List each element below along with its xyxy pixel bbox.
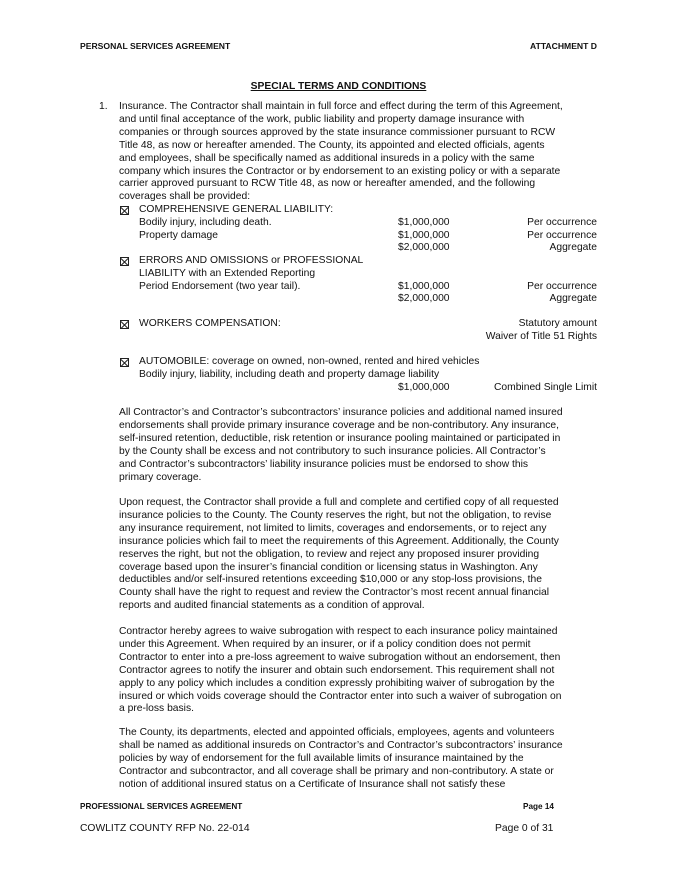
cgl-row2-label: Property damage	[139, 230, 218, 241]
text-line: a pre-loss basis.	[119, 703, 194, 715]
cgl-row1-label: Bodily injury, including death.	[139, 217, 272, 228]
paragraph-waiver-subrogation	[119, 626, 598, 716]
text-line: All Contractor’s and Contractor’s subcontractors’ insurance policies and additional named insured	[119, 407, 563, 418]
text-line: coverage based upon the insurer’s financial condition or licensing status in Washington. Any	[119, 561, 538, 573]
text-line: coverages shall be provided:	[119, 191, 251, 203]
cgl-row1-basis: Per occurrence	[527, 217, 597, 228]
auto-line-2: Bodily injury, liability, including death and property damage liability	[139, 369, 440, 380]
cgl-label: COMPREHENSIVE GENERAL LIABILITY:	[139, 204, 334, 215]
text-line: apply to any policy which includes a condition expressly prohibiting waiver of subrogation by the	[119, 677, 555, 689]
wc-basis-1: Statutory amount	[518, 318, 597, 329]
text-line: notion of additional insured status on a Certificate of Insurance shall not satisfy these	[119, 778, 506, 790]
text-line: Insurance. The Contractor shall maintain in full force and effect during the term of this Agreement,	[119, 101, 563, 112]
eo-row1-basis: Per occurrence	[527, 281, 597, 292]
auto-label: AUTOMOBILE: coverage on owned, non-owned, rented and hired vehicles	[139, 356, 480, 367]
auto-basis: Combined Single Limit	[493, 382, 597, 393]
cgl-row3-amount: $2,000,000	[398, 242, 450, 253]
eo-row1-amount: $1,000,000	[398, 281, 450, 292]
wc-basis-2: Waiver of Title 51 Rights	[485, 331, 597, 342]
page-header-right: ATTACHMENT D	[530, 41, 597, 51]
text-line: by the County shall be excess and not contributory to such insurance policies. All Contractor’s	[119, 445, 546, 457]
footer-page-number: Page 14	[523, 802, 554, 811]
text-line: policies by way of endorsement for the full available limits of insurance maintained by the	[119, 752, 524, 764]
paragraph-primary-coverage	[119, 407, 598, 484]
text-line: and Contractor’s subcontractors’ liability insurance policies must be endorsed to show this	[119, 458, 529, 470]
text-line: Contractor hereby agrees to waive subrogation with respect to each insurance policy maintained	[119, 626, 558, 637]
text-line: County shall have the right to request and review the Contractor’s most recent annual financial	[119, 587, 550, 599]
text-line: insurance policies to the County. The County reserves the right, but not the obligation, to revise	[119, 509, 552, 521]
eo-label-2: LIABILITY with an Extended Reporting	[139, 268, 316, 279]
paragraph-policy-review	[119, 497, 598, 613]
text-line: and employees, shall be specifically named as additional insureds in a policy with the same	[119, 152, 535, 164]
cgl-row1-amount: $1,000,000	[398, 217, 450, 228]
text-line: and until final acceptance of the work, public liability and property damage insurance with	[119, 113, 525, 125]
eo-row2-amount: $2,000,000	[398, 293, 450, 304]
text-line: Title 48, as now or hereafter amended. The County, its appointed and elected officials, agents	[119, 139, 545, 151]
text-line: reserves the right, but not the obligation, to review and reject any proposed insurer providing	[119, 548, 540, 560]
wc-label: WORKERS COMPENSATION:	[139, 318, 281, 329]
eo-label-3: Period Endorsement (two year tail).	[139, 281, 301, 292]
checkbox-cgl	[120, 206, 129, 215]
cgl-row2-amount: $1,000,000	[398, 230, 450, 241]
paragraph-additional-insureds	[119, 727, 598, 792]
text-line: companies or through sources approved by the state insurance commissioner pursuant to RCW	[119, 126, 556, 138]
text-line: endorsements shall provide primary insurance coverage and be non-contributory. Any insurance,	[119, 419, 559, 431]
footer-page-count: Page 0 of 31	[495, 823, 554, 834]
page-header-left: PERSONAL SERVICES AGREEMENT	[80, 41, 231, 51]
auto-amount: $1,000,000	[398, 382, 450, 393]
item-number: 1.	[99, 101, 108, 112]
text-line: under this Agreement. When required by an insurer, or if a policy condition does not permit	[119, 638, 531, 650]
text-line: deductibles and/or self-insured retentions exceeding $10,000 or any stop-loss provisions, the	[119, 574, 542, 586]
text-line: carrier approved pursuant to RCW Title 48, as now or hereafter amended, and the following	[119, 178, 536, 190]
text-line: Upon request, the Contractor shall provide a full and complete and certified copy of all requested	[119, 497, 559, 508]
text-line: insurance policies which fail to meet the requirements of this Agreement. Additionally, the County	[119, 535, 559, 547]
checkbox-workers-comp	[120, 320, 129, 329]
cgl-row2-basis: Per occurrence	[527, 230, 597, 241]
text-line: insured or which voids coverage should the Contractor enter into such a waiver of subrogation on	[119, 690, 562, 702]
text-line: shall be named as additional insureds on Contractor’s and Contractor’s subcontractors’ insurance	[119, 739, 563, 751]
eo-label-1: ERRORS AND OMISSIONS or PROFESSIONAL	[139, 255, 364, 266]
eo-row2-basis: Aggregate	[549, 293, 597, 304]
text-line: company which insures the Contractor or by endorsement to an existing policy or with a separate	[119, 165, 561, 177]
text-line: Contractor and subcontractor, and all coverage shall be primary and non-contributory. A state or	[119, 765, 554, 777]
text-line: reports and audited financial statements as a condition of approval.	[119, 600, 425, 612]
text-line: any insurance requirement, not limited to limits, coverages and endorsements, or to reject any	[119, 522, 547, 534]
text-line: Contractor agrees to notify the insurer and obtain such endorsement. This requirement shall not	[119, 664, 555, 676]
checkbox-errors-omissions	[120, 257, 129, 266]
text-line: Contractor to enter into a pre-loss agreement to waive subrogation without an endorsement, then	[119, 651, 561, 663]
cgl-row3-basis: Aggregate	[549, 242, 597, 253]
text-line: The County, its departments, elected and appointed officials, employees, agents and volunteers	[119, 727, 555, 738]
checkbox-automobile	[120, 358, 129, 367]
footer-rfp-number: COWLITZ COUNTY RFP No. 22-014	[80, 823, 250, 834]
section-title: SPECIAL TERMS AND CONDITIONS	[250, 81, 427, 92]
footer-agreement-title: PROFESSIONAL SERVICES AGREEMENT	[80, 802, 243, 811]
item-1-text	[119, 101, 598, 204]
text-line: primary coverage.	[119, 471, 202, 483]
text-line: self-insured retention, deductible, risk retention or insurance pooling maintained or participated in	[119, 432, 561, 444]
